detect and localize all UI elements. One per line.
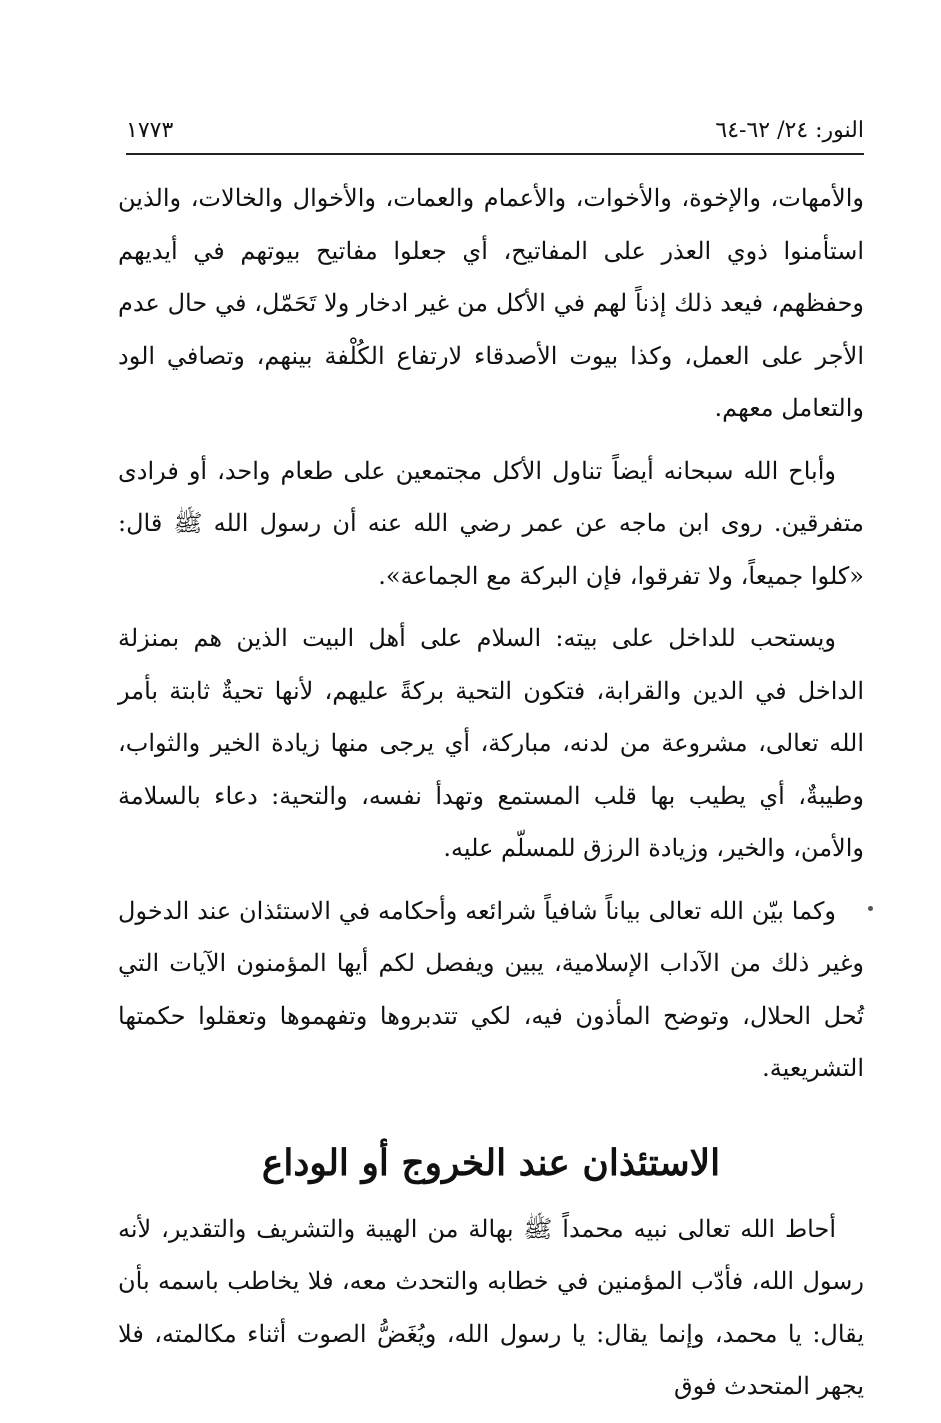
paragraph-4: وكما بيّن الله تعالى بياناً شافياً شرائعه وأحكامه في الاستئذان عند الدخول وغير ذلك من الآداب الإسلامية، يبين ويفصل لكم أيها المؤمنون الآيات التي تُحل الحلال، وتوضح المأذون فيه، لكي تتدبروها وتفهموها وتعقلوا حكمتها التشريعية.	[118, 896, 864, 1082]
section-heading: الاستئذان عند الخروج أو الوداع	[261, 1141, 721, 1184]
paragraph-2: وأباح الله سبحانه أيضاً تناول الأكل مجتمعين على طعام واحد، أو فرادى متفرقين. روى ابن ماجه عن عمر رضي الله عنه أن رسول الله ﷺ قال: «كلوا جميعاً، ولا تفرقوا، فإن البركة مع الجماعة».	[118, 456, 864, 590]
page-body	[118, 172, 864, 1423]
header-rule	[126, 153, 864, 155]
section-paragraph: أحاط الله تعالى نبيه محمداً ﷺ بهالة من الهيبة والتشريف والتقدير، لأنه رسول الله، فأدّب المؤمنين في خطابه والتحدث معه، فلا يخاطب باسمه بأن يقال: يا محمد، وإنما يقال: يا رسول الله، ويُغَضُّ الصوت أثناء مكالمته، فلا يجهر المتحدث فوق	[118, 1214, 864, 1400]
paragraph-3: ويستحب للداخل على بيته: السلام على أهل البيت الذين هم بمنزلة الداخل في الدين والقرابة، فتكون التحية بركةً عليهم، لأنها تحيةٌ ثابتة بأمر الله تعالى، مشروعة من لدنه، مباركة، أي يرجى منها زيادة الخير والثواب، وطيبةٌ، أي يطيب بها قلب المستمع وتهدأ نفسه، والتحية: دعاء بالسلامة والأمن، والخير، وزيادة الرزق للمسلّم عليه.	[118, 624, 864, 862]
margin-dot	[868, 906, 873, 911]
paragraph-1: والأمهات، والإخوة، والأخوات، والأعمام والعمات، والأخوال والخالات، والذين استأمنوا ذوي العذر على المفاتيح، أي جعلوا مفاتيح بيوتهم في أيديهم وحفظهم، فيعد ذلك إذناً لهم في الأكل من غير ادخار ولا تَحَمّل، في حال عدم الأجر على العمل، وكذا بيوت الأصدقاء لارتفاع الكُلْفة بينهم، وتصافي الود والتعامل معهم.	[118, 184, 864, 422]
page-number: ١٧٧٣	[126, 118, 174, 143]
page-header	[126, 112, 864, 152]
running-title: النور: ٢٤/ ٦٢-٦٤	[715, 118, 864, 143]
